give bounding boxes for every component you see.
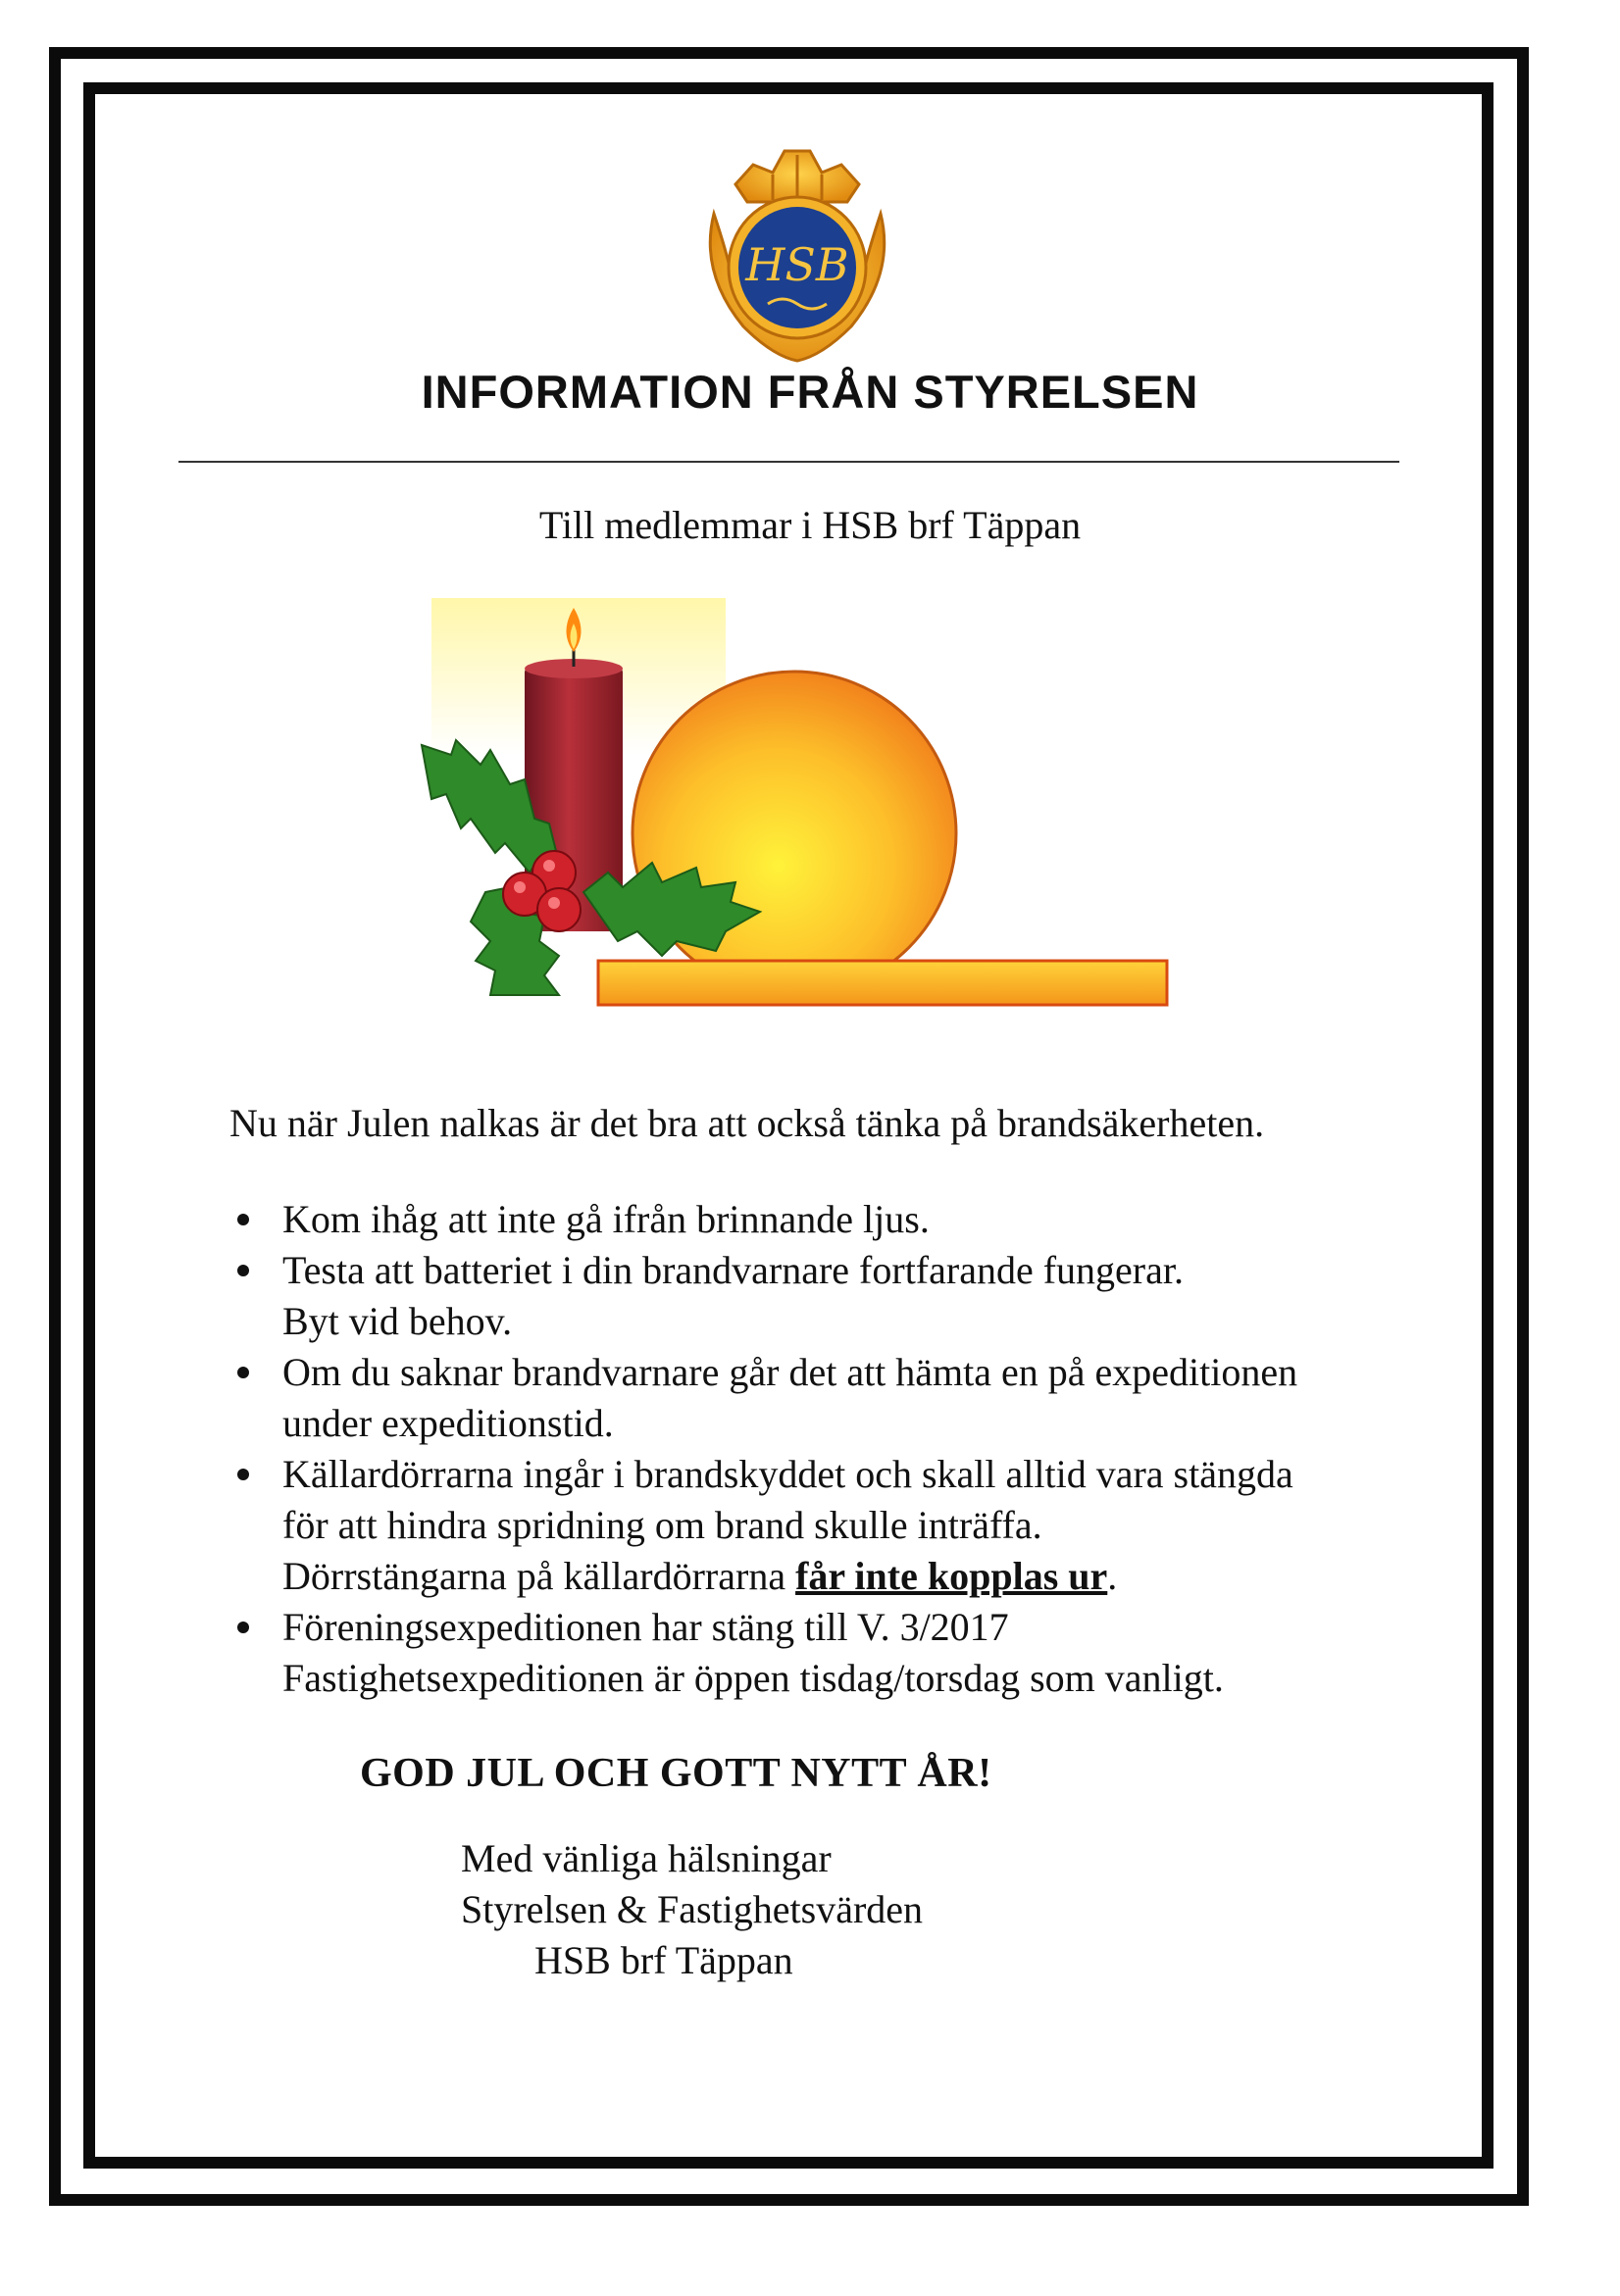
list-item-text: under expeditionstid. <box>282 1401 614 1445</box>
intro-text: Nu när Julen nalkas är det bra att också tänka på brandsäkerheten. <box>229 1101 1265 1145</box>
bullet-icon <box>237 1214 249 1225</box>
safety-list <box>233 1194 1297 1704</box>
holiday-greeting: GOD JUL OCH GOTT NYTT ÅR! <box>360 1751 992 1796</box>
list-item-text: Fastighetsexpeditionen är öppen tisdag/torsdag som vanligt. <box>282 1656 1224 1700</box>
list-item <box>233 1449 1297 1602</box>
bullet-icon <box>237 1265 249 1276</box>
list-item-text: Testa att batteriet i din brandvarnare fortfarande fungerar. <box>282 1248 1184 1292</box>
bullet-icon <box>237 1469 249 1480</box>
list-item-text <box>282 1551 1297 1602</box>
list-item <box>233 1245 1297 1347</box>
emphasis-text: får inte kopplas ur <box>795 1554 1108 1598</box>
christmas-candle-holly-icon <box>412 598 1177 1010</box>
salutation: Till medlemmar i HSB brf Täppan <box>538 503 1082 547</box>
list-item-text-suffix: . <box>1107 1554 1118 1598</box>
bullet-icon <box>237 1367 249 1378</box>
list-item-text: Om du saknar brandvarnare går det att hämta en på expeditionen <box>282 1350 1298 1394</box>
signoff-association: HSB brf Täppan <box>534 1938 793 1982</box>
logo-monogram: HSB <box>745 238 849 291</box>
divider <box>178 461 1399 463</box>
list-item-text: Byt vid behov. <box>282 1299 513 1343</box>
list-item-text: Kom ihåg att inte gå ifrån brinnande ljus. <box>282 1197 930 1241</box>
signoff <box>461 1833 923 1986</box>
list-item-text: Föreningsexpeditionen har stäng till V. 3/2017 <box>282 1605 1009 1649</box>
list-item-text-prefix: Dörrstängarna på källardörrarna <box>282 1554 796 1598</box>
page-title: INFORMATION FRÅN STYRELSEN <box>421 366 1199 418</box>
list-item-text: för att hindra spridning om brand skulle inträffa. <box>282 1503 1042 1547</box>
list-item-text: Källardörrarna ingår i brandskyddet och skall alltid vara stängda <box>282 1452 1293 1496</box>
hsb-crest-icon <box>675 125 920 371</box>
bullet-icon <box>237 1622 249 1633</box>
signoff-regards: Med vänliga hälsningar <box>461 1836 832 1880</box>
list-item <box>233 1602 1297 1704</box>
signoff-sender: Styrelsen & Fastighetsvärden <box>461 1887 924 1931</box>
list-item <box>233 1194 1297 1245</box>
list-item <box>233 1347 1297 1449</box>
